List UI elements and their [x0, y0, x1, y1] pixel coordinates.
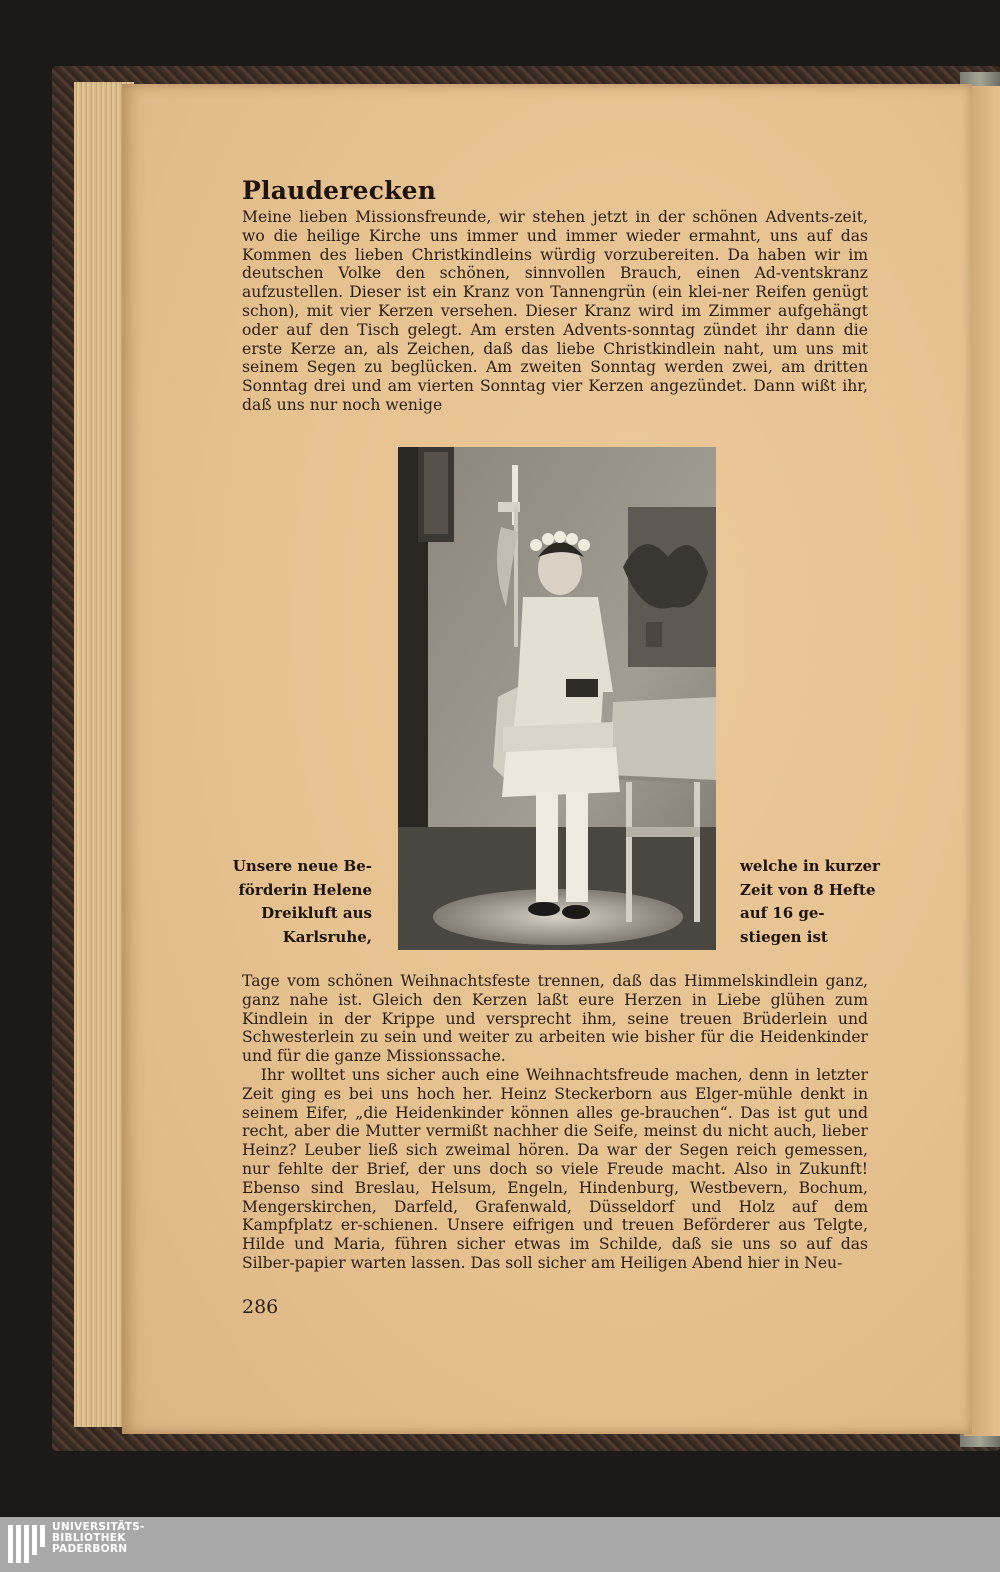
paragraph-top: Meine lieben Missionsfreunde, wir stehen jetzt in der schönen Advents-zeit, wo die heilige Kirche uns immer und immer wieder ermahnt, uns auf das Kommen des lieben Christkindleins würdig vorzubereiten. Da haben wir im deutschen Volke den schönen, sinnvollen Brauch, einen Ad-ventskranz aufzustellen. Dieser ist ein Kranz von Tannengrün (ein klei-ner Reifen genügt schon), mit vier Kerzen versehen. Dieser Kranz wird im Zimmer aufgehängt oder auf den Tisch gelegt. Am ersten Advents-sonntag zündet ihr dann die erste Kerze an, als Zeichen, daß das liebe Christkindlein naht, um uns mit seinem Segen zu beglücken. Am zweiten Sonntag werden zwei, am dritten Sonntag drei und am vierten Sonntag vier Kerzen angezündet. Dann wißt ihr, daß uns nur noch wenige — [242, 208, 868, 414]
library-footer — [0, 1517, 1000, 1572]
library-name-line3: PADERBORN — [52, 1543, 128, 1555]
paragraph-top-block — [242, 208, 868, 415]
caption-left: Unsere neue Be-förderin Helene Dreikluft aus Karlsruhe, — [232, 857, 372, 946]
caption-right: welche in kurzer Zeit von 8 Hefte auf 16 ge-stiegen ist — [740, 857, 880, 946]
paragraph-bottom-2: Ihr wolltet uns sicher auch eine Weihnachtsfreude machen, denn in letzter Zeit ging es bei uns hoch her. Heinz Steckerborn aus Elger-mühle denkt in seinem Eifer, „die Heidenkinder können alles ge-brauchen“. Das ist gut und recht, aber die Mutter vermißt nachher die Seife, meinst du nicht auch, lieber Heinz? Leuber ließ sich zweimal hören. Da war der Segen reich gemessen, nur fehlte der Brief, der uns doch so viele Freude macht. Also in Zukunft! Ebenso sind Breslau, Helsum, Engeln, Hindenburg, Westbevern, Bochum, Mengerskirchen, Darfeld, Grafenwald, Düsseldorf und Holz auf dem Kampfplatz er-schienen. Unsere eifrigen und treuen Beförderer aus Telgte, Hilde und Maria, führen sicher etwas im Schilde, daß sie uns so auf das Silber-papier warten lassen. Das soll sicher am Heiligen Abend hier in Neu- — [242, 1065, 868, 1272]
library-name-line1: UNIVERSITÄTS- — [52, 1521, 145, 1533]
paragraph-bottom-1: Tage vom schönen Weihnachtsfeste trennen, daß das Himmelskindlein ganz, ganz nahe ist. Gleich den Kerzen laßt eure Herzen in Liebe glühen zum Kindlein in der Krippe und versprecht ihm, seine treuen Brüderlein und Schwesterlein zu sein und weiter zu arbeiten wie bisher für die Heidenkinder und für die ganze Missionssache. — [242, 972, 868, 1066]
page-heading: Plauderecken — [242, 176, 437, 205]
photo-girl-with-candle — [398, 447, 716, 950]
photo-image — [398, 447, 716, 950]
page-number: 286 — [242, 1296, 279, 1318]
library-logo-icon — [6, 1521, 48, 1567]
library-name-line2: BIBLIOTHEK — [52, 1532, 126, 1544]
paragraph-bottom-block — [242, 972, 868, 1273]
